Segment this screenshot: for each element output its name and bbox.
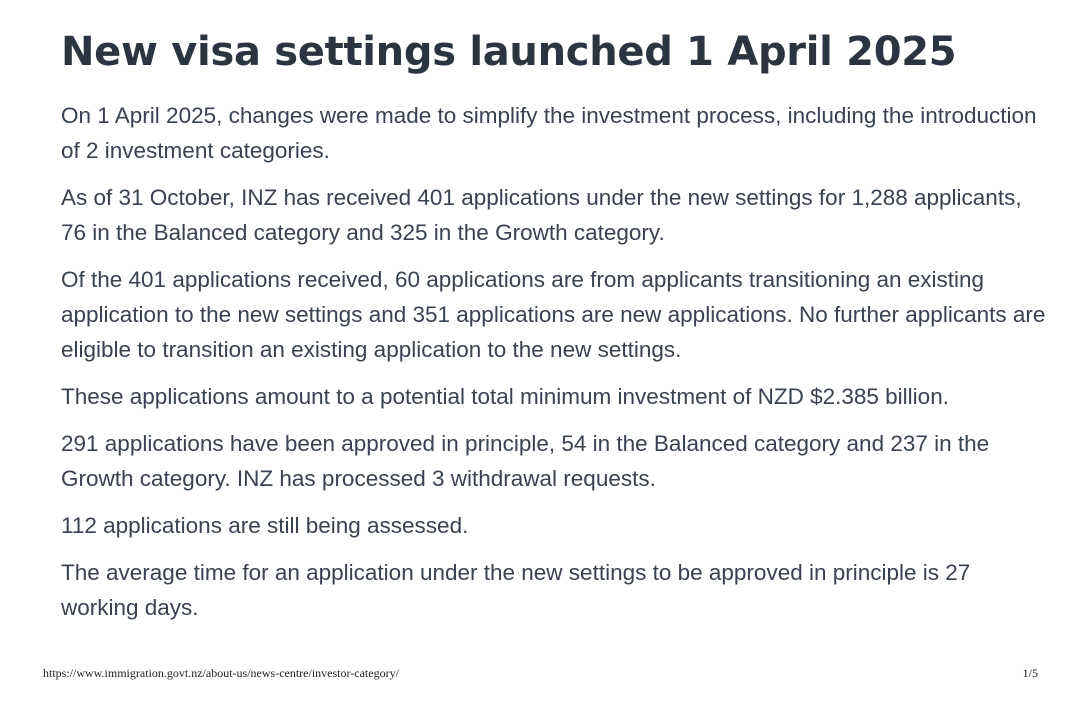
paragraph-investment-total: These applications amount to a potential total minimum investment of NZD $2.385 billion. xyxy=(61,384,949,409)
paragraph-processing-time: The average time for an application under the new settings to be approved in principle is 27 working days. xyxy=(61,560,971,620)
footer-url: https://www.immigration.govt.nz/about-us/news-centre/investor-category/ xyxy=(43,666,399,680)
paragraph-approved: 291 applications have been approved in principle, 54 in the Balanced category and 237 in the Growth category. INZ has processed 3 withdrawal requests. xyxy=(61,431,990,491)
paragraph-applications-received: As of 31 October, INZ has received 401 applications under the new settings for 1,288 applicants, 76 in the Balanced category and 325 in the Growth category. xyxy=(61,185,1022,245)
article-title: New visa settings launched 1 April 2025 xyxy=(61,29,957,75)
article-body xyxy=(61,28,1051,637)
paragraph-launch: On 1 April 2025, changes were made to simplify the investment process, including the introduction of 2 investment categories. xyxy=(61,103,1037,163)
paragraph-assessed: 112 applications are still being assessed. xyxy=(61,513,469,538)
paragraph-transitioning: Of the 401 applications received, 60 applications are from applicants transitioning an existing application to the new settings and 351 applications are new applications. No further applicants are eligible to transition an existing application to the new settings. xyxy=(61,267,1046,362)
page-number: 1/5 xyxy=(1022,666,1038,680)
